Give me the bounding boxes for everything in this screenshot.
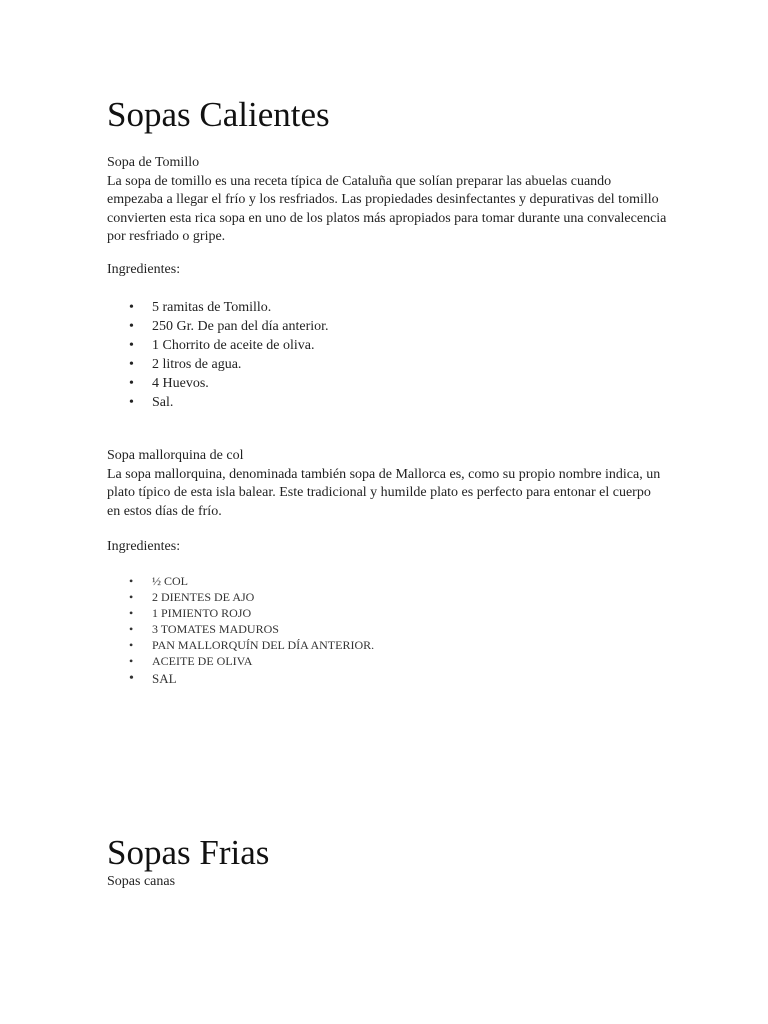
list-item: • ACEITE DE OLIVA [129,654,253,668]
bullet-icon: • [129,638,134,652]
ingredients-list-mallorquina [127,573,552,688]
ingredients-heading: Ingredientes: [107,262,181,277]
list-item: • 1 Chorrito de aceite de oliva. [129,338,315,353]
bullet-icon: • [129,622,134,636]
bullet-icon: • [129,357,134,372]
recipe-sopa-mallorquina [107,447,667,521]
bullet-icon: • [129,606,134,620]
list-item: • 4 Huevos. [129,376,209,391]
bullet-icon: • [129,654,134,668]
list-item: • Sal. [129,395,174,410]
section-title-sopas-frias: Sopas Frias [107,833,270,872]
recipe-sopa-de-tomillo [107,154,667,247]
bullet-icon: • [129,319,134,334]
list-item: • 3 TOMATES MADUROS [129,622,279,636]
list-item: • 2 DIENTES DE AJO [129,590,255,604]
bullet-icon: • [129,395,134,410]
recipe-description: La sopa de tomillo es una receta típica de Cataluña que solían preparar las abuelas cuando empezaba a llegar el frío y los resfriados. Las propiedades desinfectantes y depurativas del tomillo convierten esta rica sopa en uno de los platos más apropiados para tomar durante una convalecencia por resfriado o gripe. [107,173,667,245]
recipe-title: Sopa de Tomillo [107,155,200,170]
bullet-icon: • [129,590,134,604]
section-subtitle [107,873,667,892]
list-item: • ½ COL [129,574,188,588]
list-item: • PAN MALLORQUÍN DEL DÍA ANTERIOR. [129,638,375,652]
list-item: • 250 Gr. De pan del día anterior. [129,319,329,334]
bullet-icon: • [129,671,134,686]
list-item: • 5 ramitas de Tomillo. [129,300,272,315]
bullet-icon: • [129,338,134,353]
ingredients-heading: Ingredientes: [107,539,181,554]
bullet-icon: • [129,300,134,315]
bullet-icon: • [129,574,134,588]
recipe-description: La sopa mallorquina, denominada también sopa de Mallorca es, como su propio nombre indica, un plato típico de esta isla balear. Este tradicional y humilde plato es perfecto para entonar el cuerpo en estos días de frío. [107,466,661,519]
recipe-title: Sopa mallorquina de col [107,448,244,463]
section-title-sopas-calientes: Sopas Calientes [107,95,330,134]
subtitle-text: Sopas canas [107,874,176,889]
list-item: • 2 litros de agua. [129,357,242,372]
ingredients-list-tomillo [127,298,552,412]
ingredients-label [107,538,667,557]
ingredients-label [107,261,667,280]
list-item: • SAL [129,671,177,686]
bullet-icon: • [129,376,134,391]
list-item: • 1 PIMIENTO ROJO [129,606,252,620]
